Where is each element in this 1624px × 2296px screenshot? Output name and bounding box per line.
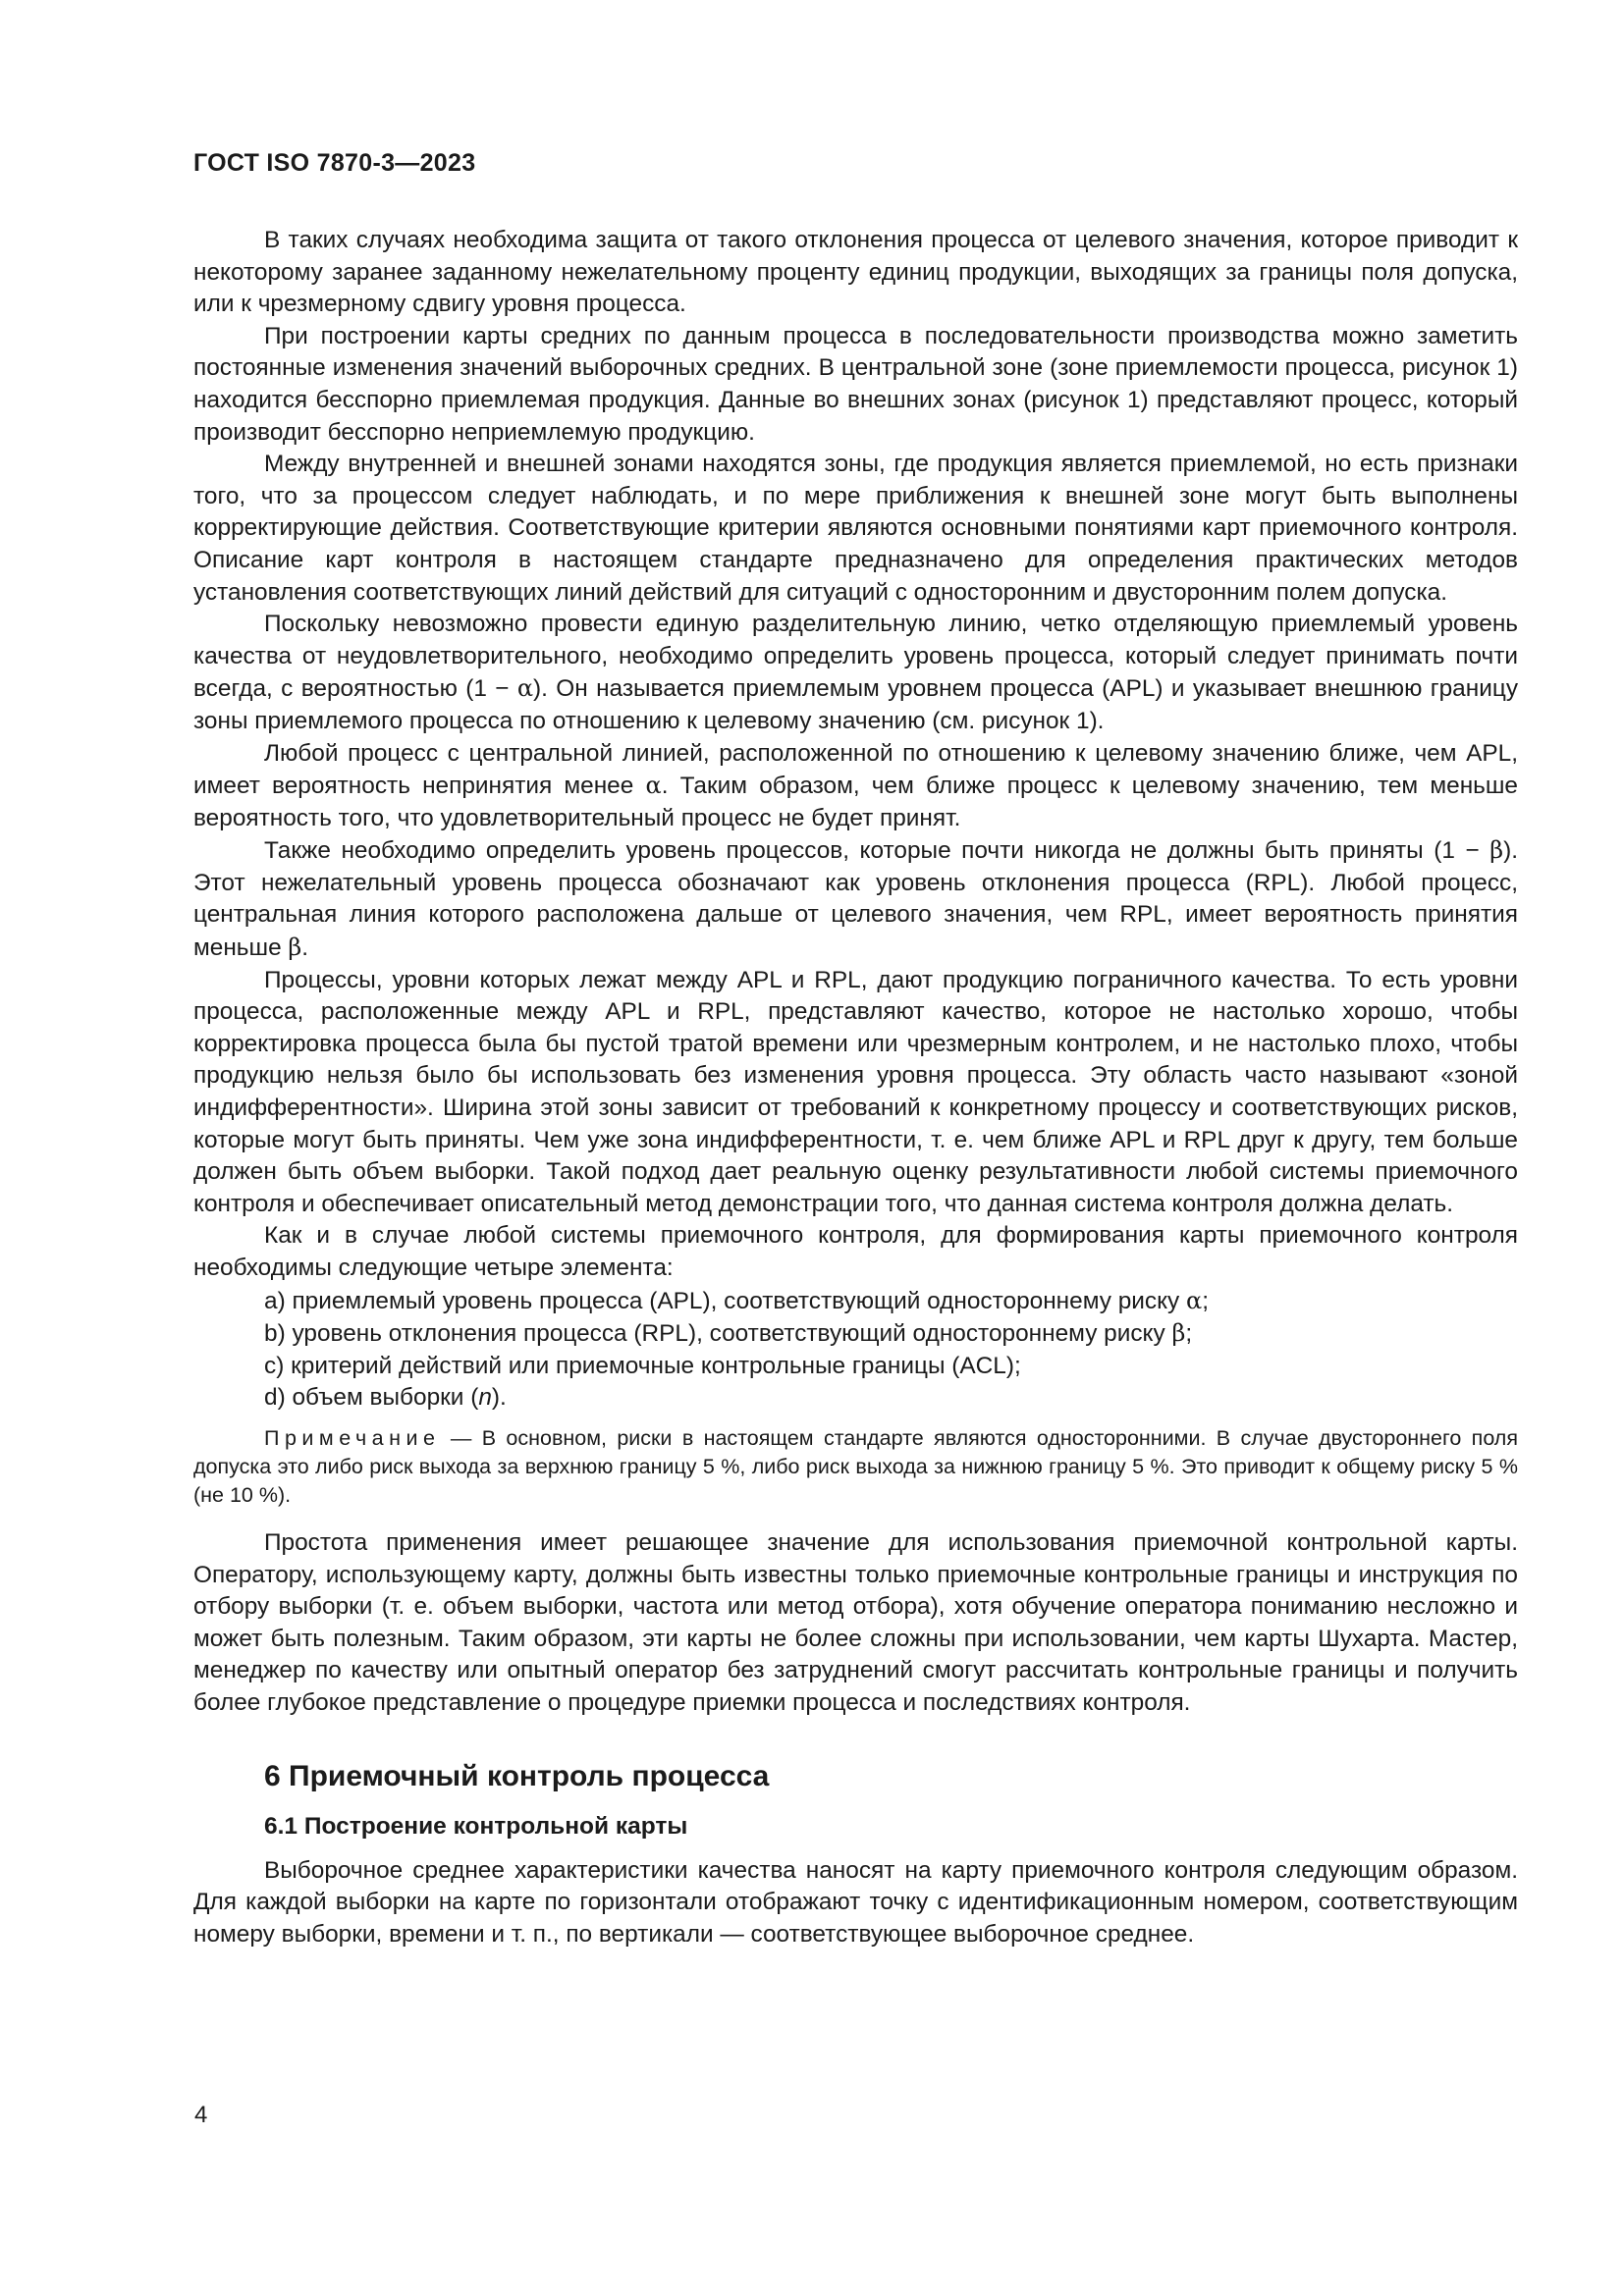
page-number: 4 [194,2102,208,2128]
alpha-symbol: α [516,674,534,703]
beta-symbol: β [1489,836,1504,865]
paragraph: Простота применения имеет решающее значение для использования приемочной контрольной карты. Оператору, использующему карту, должны быть известны только приемочные контрольные границы и инструкция по отбору выборки (т. е. объем выборки, частота или метод отбора), хотя обучение оператора пониманию несложно и может быть полезным. Таким образом, эти карты не более сложны при использовании, чем карты Шухарта. Мастер, менеджер по качеству или опытный оператор без затруднений смогут рассчитать контрольные границы и получить более глубокое представление о процедуре приемки процесса и последствиях контроля. [193,1528,1518,1716]
paragraph: Между внутренней и внешней зонами находятся зоны, где продукция является приемлемой, но есть признаки того, что за процессом следует наблюдать, и по мере приближения к внешней зоне могут быть выполнены корректирующие действия. Соответствующие критерии являются основными понятиями карт приемочного контроля. Описание карт контроля в настоящем стандарте предназначено для определения практических методов установления соответствующих линий действий для ситуаций с односторонним и двусторонним полем допуска. [193,451,1518,606]
list-item [193,1382,1518,1415]
list-item-text: b) уровень отклонения процесса (RPL), соответствующий одностороннему риску [264,1320,1172,1348]
alpha-symbol: α [645,772,662,800]
list-item [193,1285,1518,1318]
list-item [193,1317,1518,1351]
paragraph [193,609,1518,737]
list-item-text: d) объем выборки ( [264,1384,479,1412]
beta-symbol: β [288,934,302,962]
paragraph: Выборочное среднее характеристики качества наносят на карту приемочного контроля следующим образом. Для каждой выборки на карте по горизонтали отображают точку с идентификационным номером, соответствующим номеру выборки, времени и т. п., по вертикали — соответствующее выборочное среднее. [193,1856,1518,1948]
paragraph-text: Также необходимо определить уровень процессов, которые почти никогда не должны быть приняты (1 − [264,837,1490,865]
paragraph-text: . [301,934,309,962]
subsection-heading: 6.1 Построение контрольной карты [264,1812,688,1840]
list-item-text: a) приемлемый уровень процесса (APL), соответствующий одностороннему риску [264,1287,1187,1314]
list-item-end: ; [1202,1287,1210,1314]
paragraph-text: Любой процесс с центральной линией, расположенной по отношению к целевому значению ближе, чем APL, имеет вероятность непринятия менее [193,739,1518,800]
document-header: ГОСТ ISO 7870-3—2023 [193,149,476,177]
list-item-end: ; [1185,1320,1193,1348]
paragraph-text: . Таким образом, чем ближе процесс к целевому значению, тем меньше вероятность того, что удовлетворительный процесс не будет принят. [193,773,1519,831]
alpha-symbol: α [1186,1286,1203,1314]
paragraph: Как и в случае любой системы приемочного контроля, для формирования карты приемочного контроля необходимы следующие четыре элемента: [193,1222,1518,1281]
note-label: Примечание [264,1425,441,1450]
note [193,1424,1518,1510]
paragraph-text: ). Этот нежелательный уровень процесса обозначают как уровень отклонения процесса (RPL). Любой процесс, центральная линия которого расположена дальше от целевого значения, чем RPL, имеет вероятность принятия меньше [193,837,1518,962]
paragraph-text: ). Он называется приемлемым уровнем процесса (APL) и указывает внешнюю границу зоны приемлемого процесса по отношению к целевому значению (см. рисунок 1). [193,675,1519,734]
list-item-text: ). [491,1384,507,1412]
page-body [193,225,1518,1950]
paragraph-text: Поскольку невозможно провести единую разделительную линию, четко отделяющую приемлемый уровень качества от неудовлетворительного, необходимо определить уровень процесса, который следует принимать почти всегда, с вероятностью (1 − [193,611,1518,703]
paragraph: В таких случаях необходима защита от такого отклонения процесса от целевого значения, которое приводит к некоторому заранее заданному нежелательному проценту единиц продукции, выходящих за границы поля допуска, или к чрезмерному сдвигу уровня процесса. [193,227,1518,318]
paragraph: При построении карты средних по данным процесса в последовательности производства можно заметить постоянные изменения значений выборочных средних. В центральной зоне (зоне приемлемости процесса, рисунок 1) находится бесспорно приемлемая продукция. Данные во внешних зонах (рисунок 1) представляют процесс, который производит бесспорно неприемлемую продукцию. [193,322,1518,446]
note-text: — В основном, риски в настоящем стандарте являются односторонними. В случае двустороннего поля допуска это либо риск выхода за верхнюю границу 5 %, либо риск выхода за нижнюю границу 5 %. Это приводит к общему риску 5 % (не 10 %). [193,1425,1518,1507]
paragraph [193,834,1518,964]
list-item: c) критерий действий или приемочные контрольные границы (ACL); [264,1352,1021,1379]
sample-size-variable: n [478,1384,492,1412]
beta-symbol: β [1171,1319,1186,1348]
section-heading: 6 Приемочный контроль процесса [264,1759,770,1792]
paragraph: Процессы, уровни которых лежат между APL и RPL, дают продукцию пограничного качества. То есть уровни процесса, расположенные между APL и RPL, представляют качество, которое не настолько хорошо, чтобы корректировка процесса была бы пустой тратой времени или чрезмерным контролем, и не настолько плохо, чтобы продукцию нельзя было бы использовать без изменения уровня процесса. Эту область часто называют «зоной индифферентности». Ширина этой зоны зависит от требований к конкретному процессу и соответствующих рисков, которые могут быть приняты. Чем уже зона индифферентности, т. е. чем ближе APL и RPL друг к другу, тем больше должен быть объем выборки. Такой подход дает реальную оценку результативности любой системы приемочного контроля и обеспечивает описательный метод демонстрации того, что данная система контроля должна делать. [193,966,1518,1217]
paragraph [193,738,1518,835]
